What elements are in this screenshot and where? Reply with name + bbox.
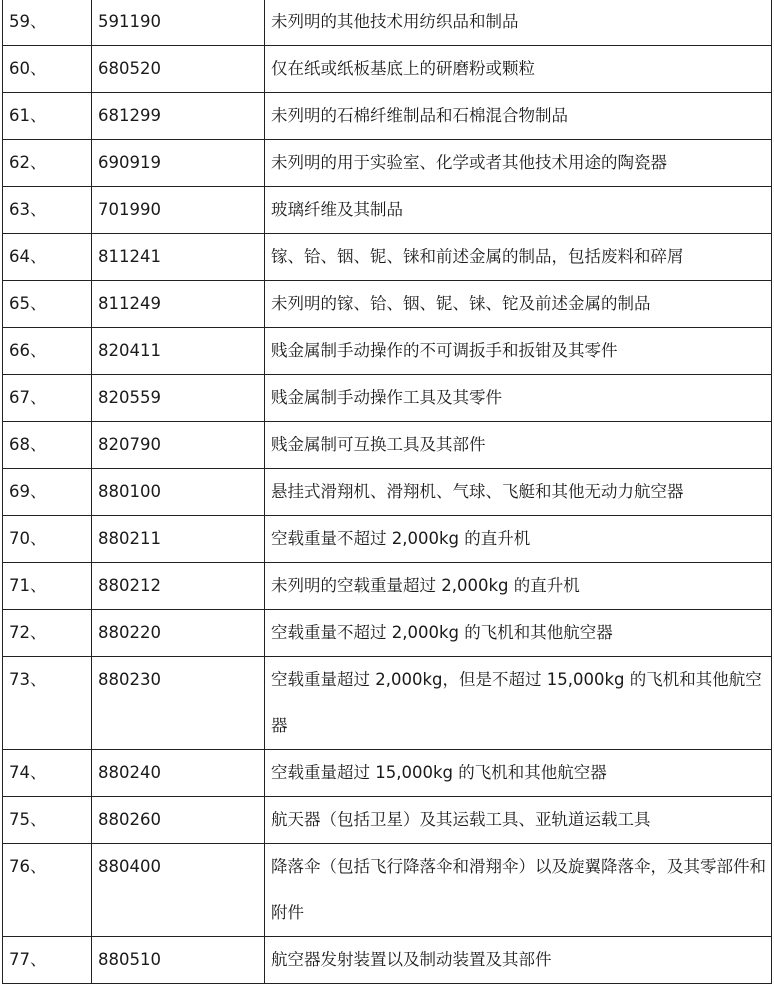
row-number: 69、 <box>3 469 92 516</box>
product-description: 贱金属制可互换工具及其部件 <box>265 422 772 469</box>
hs-code: 811241 <box>92 234 265 281</box>
product-description: 未列明的镓、铪、铟、铌、铼、铊及前述金属的制品 <box>265 281 772 328</box>
hs-code: 820790 <box>92 422 265 469</box>
hs-code: 880240 <box>92 750 265 797</box>
row-number: 68、 <box>3 422 92 469</box>
row-number: 65、 <box>3 281 92 328</box>
row-number: 74、 <box>3 750 92 797</box>
table-row <box>3 563 772 610</box>
product-description: 降落伞（包括飞行降落伞和滑翔伞）以及旋翼降落伞，及其零部件和附件 <box>265 844 772 937</box>
hs-code: 880212 <box>92 563 265 610</box>
table-row <box>3 937 772 984</box>
hs-code: 880260 <box>92 797 265 844</box>
table-row <box>3 93 772 140</box>
row-number: 75、 <box>3 797 92 844</box>
hs-code: 880400 <box>92 844 265 937</box>
hs-code: 880211 <box>92 516 265 563</box>
hs-code: 681299 <box>92 93 265 140</box>
product-description: 贱金属制手动操作工具及其零件 <box>265 375 772 422</box>
hs-code: 811249 <box>92 281 265 328</box>
product-description: 镓、铪、铟、铌、铼和前述金属的制品，包括废料和碎屑 <box>265 234 772 281</box>
product-description: 贱金属制手动操作的不可调扳手和扳钳及其零件 <box>265 328 772 375</box>
product-description: 未列明的空载重量超过 2,000kg 的直升机 <box>265 563 772 610</box>
row-number: 66、 <box>3 328 92 375</box>
row-number: 61、 <box>3 93 92 140</box>
row-number: 63、 <box>3 187 92 234</box>
hs-code: 880100 <box>92 469 265 516</box>
table-row <box>3 187 772 234</box>
row-number: 67、 <box>3 375 92 422</box>
product-description: 玻璃纤维及其制品 <box>265 187 772 234</box>
table-row <box>3 750 772 797</box>
product-description: 空载重量超过 15,000kg 的飞机和其他航空器 <box>265 750 772 797</box>
table-row <box>3 140 772 187</box>
row-number: 71、 <box>3 563 92 610</box>
table-row <box>3 657 772 750</box>
product-description: 航空器发射装置以及制动装置及其部件 <box>265 937 772 984</box>
product-description: 空载重量超过 2,000kg，但是不超过 15,000kg 的飞机和其他航空器 <box>265 657 772 750</box>
row-number: 64、 <box>3 234 92 281</box>
hs-code: 680520 <box>92 46 265 93</box>
product-description: 空载重量不超过 2,000kg 的直升机 <box>265 516 772 563</box>
row-number: 60、 <box>3 46 92 93</box>
hs-code: 701990 <box>92 187 265 234</box>
row-number: 72、 <box>3 610 92 657</box>
product-description: 仅在纸或纸板基底上的研磨粉或颗粒 <box>265 46 772 93</box>
product-description: 悬挂式滑翔机、滑翔机、气球、飞艇和其他无动力航空器 <box>265 469 772 516</box>
table-row <box>3 844 772 937</box>
table-row <box>3 46 772 93</box>
hs-code: 880510 <box>92 937 265 984</box>
product-description: 空载重量不超过 2,000kg 的飞机和其他航空器 <box>265 610 772 657</box>
hs-code: 820411 <box>92 328 265 375</box>
table-row <box>3 797 772 844</box>
row-number: 59、 <box>3 0 92 46</box>
table-row <box>3 234 772 281</box>
product-description: 未列明的其他技术用纺织品和制品 <box>265 0 772 46</box>
table-row <box>3 516 772 563</box>
table-row <box>3 422 772 469</box>
hs-code: 690919 <box>92 140 265 187</box>
hs-code: 880220 <box>92 610 265 657</box>
hs-code: 591190 <box>92 0 265 46</box>
tariff-table <box>2 0 772 984</box>
product-description: 航天器（包括卫星）及其运载工具、亚轨道运载工具 <box>265 797 772 844</box>
table-row <box>3 375 772 422</box>
table-row <box>3 281 772 328</box>
row-number: 73、 <box>3 657 92 750</box>
row-number: 62、 <box>3 140 92 187</box>
table-row <box>3 0 772 46</box>
product-description: 未列明的用于实验室、化学或者其他技术用途的陶瓷器 <box>265 140 772 187</box>
table-row <box>3 610 772 657</box>
row-number: 76、 <box>3 844 92 937</box>
row-number: 70、 <box>3 516 92 563</box>
table-row <box>3 469 772 516</box>
table-row <box>3 328 772 375</box>
hs-code: 820559 <box>92 375 265 422</box>
product-description: 未列明的石棉纤维制品和石棉混合物制品 <box>265 93 772 140</box>
row-number: 77、 <box>3 937 92 984</box>
hs-code: 880230 <box>92 657 265 750</box>
